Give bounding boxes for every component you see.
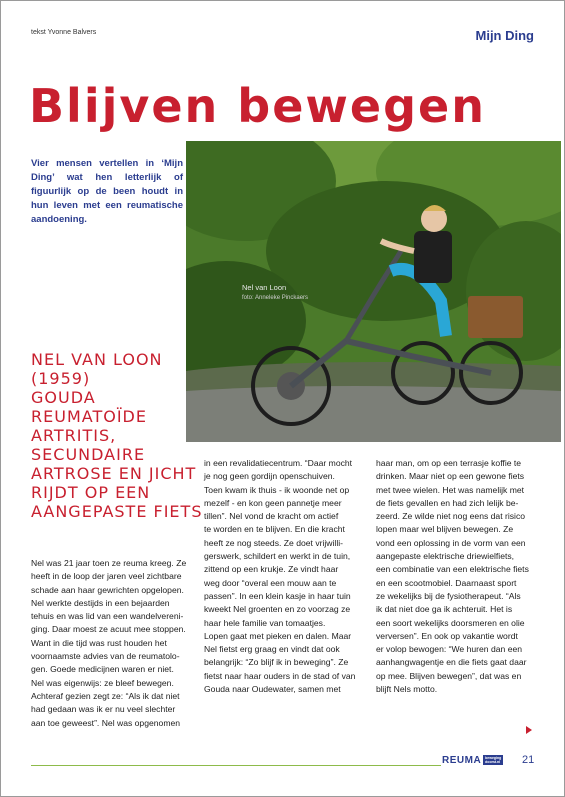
page-number: 21 bbox=[522, 754, 535, 766]
text-line: in een revalidatiecentrum. “Daar mocht bbox=[204, 458, 353, 468]
text-line: fietst naar haar ouders in de stad of van bbox=[204, 670, 356, 681]
text-line: aanhangwagentje en die fiets gaat daar bbox=[376, 657, 527, 668]
text-line: de fiets gevallen en had zich lelijk be- bbox=[376, 497, 519, 508]
text-line: een combinatie van een elektrische fiets bbox=[376, 564, 529, 575]
text-line: kweekt Nel groenten en zo voorzag ze bbox=[204, 604, 351, 615]
text-line: Nel was eigenwijs: ze bleef bewegen. bbox=[31, 677, 174, 688]
text-line: een soort wekelijks doorsmeren en olie bbox=[376, 617, 525, 628]
text-line: haar hele familie van tomaatjes. bbox=[204, 617, 326, 628]
text-line: weg door “overal een mouw aan te bbox=[204, 577, 337, 588]
text-line: voornaamste advies van de reumatolo- bbox=[31, 651, 180, 662]
text-line: Lopen gaat met pieken en dalen. Maar bbox=[204, 630, 352, 641]
text-line: lopen maar wel blijven bewegen. Ze bbox=[376, 524, 514, 535]
photo-caption bbox=[242, 282, 308, 304]
logo-word: REUMA bbox=[442, 754, 482, 766]
text-line: zittend op een krukje. Ze vindt haar bbox=[204, 564, 339, 575]
text-line: heeft in de loop der jaren veel zichtbare bbox=[31, 571, 182, 582]
subhead-line: SECUNDAIRE bbox=[31, 445, 146, 464]
text-line: tehuis en was lid van een wandelvereni- bbox=[31, 611, 184, 622]
text-line: er volop bewogen: “We huren dan een bbox=[376, 644, 523, 655]
text-line: passen”. In een klein kasje in haar tuin bbox=[204, 590, 351, 601]
text-line: vond een oplossing in de vorm van een bbox=[376, 537, 526, 548]
author-credit: tekst Yvonne Balvers bbox=[31, 29, 97, 36]
text-line: had gedaan was ik er nu veel slechter bbox=[31, 704, 176, 715]
subhead-line: GOUDA bbox=[31, 388, 96, 407]
text-line: Nel fietst erg graag en vindt dat ook bbox=[204, 644, 340, 655]
text-line: Want in die tijd was rust houden het bbox=[31, 637, 167, 648]
text-line: met twee wielen. Het was namelijk met bbox=[376, 484, 525, 495]
subhead-line: (1959) bbox=[31, 369, 91, 388]
section-title: Mijn Ding bbox=[475, 28, 534, 43]
text-line: ging. Daar moest ze acuut mee stoppen. bbox=[31, 624, 186, 635]
text-line: blijft Nels motto. bbox=[376, 684, 438, 695]
subhead-line: ARTRITIS, bbox=[31, 426, 117, 445]
subhead-line: RIJDT OP EEN bbox=[31, 483, 151, 502]
text-line: heeft ze nog steeds. Ze doet vrijwilli- bbox=[204, 537, 343, 548]
text-line: en een scootmobiel. Daarnaast sport bbox=[376, 577, 517, 588]
logo-tag-line: doorst.nl bbox=[485, 760, 501, 764]
text-line: ik dat niet doe ga ik achteruit. Het is bbox=[376, 604, 513, 615]
text-line: schade aan haar gewrichten opgelopen. bbox=[31, 584, 184, 595]
subhead-line: AANGEPASTE FIETS bbox=[31, 502, 203, 521]
logo-tag-line: beweging bbox=[485, 756, 502, 760]
text-line: gen. Goede medicijnen waren er niet. bbox=[31, 664, 174, 675]
body-column-2 bbox=[204, 457, 359, 696]
text-line: Nel werkte destijds in een bejaarden bbox=[31, 597, 170, 608]
text-line: op mee. Blijven bewegen”, dat was en bbox=[376, 670, 522, 681]
text-line: Gouda naar Oudewater, samen met bbox=[204, 684, 341, 695]
reuma-logo bbox=[442, 753, 503, 767]
text-line: aangepaste elektrische driewielfiets, bbox=[376, 551, 515, 562]
footer-divider bbox=[31, 765, 441, 766]
subhead-line: REUMATOÏDE bbox=[31, 407, 147, 426]
text-line: belangrijk: “Zo blijf ik in beweging”. Ze bbox=[204, 657, 349, 668]
text-line: aan toe geweest”. Nel was opgenomen bbox=[31, 717, 181, 728]
text-line: Toen kwam ik thuis - ik woonde net op bbox=[204, 484, 350, 495]
text-line: Achteraf gezien zegt ze: “Als ik dat niet bbox=[31, 690, 180, 701]
article-photo bbox=[186, 141, 561, 442]
text-line: mezelf - en kon geen pannetje meer bbox=[204, 497, 342, 508]
subhead-line: ARTROSE EN JICHT bbox=[31, 464, 197, 483]
body-column-3 bbox=[376, 457, 531, 696]
text-line: ze wekelijks bij de fysiotherapeut. “Als bbox=[376, 590, 521, 601]
text-line: je nog geen gordijn openschuiven. bbox=[204, 471, 335, 482]
text-line: Nel was 21 jaar toen ze reuma kreeg. Ze bbox=[31, 558, 187, 568]
logo-tag bbox=[483, 755, 503, 765]
article-headline: Blijven bewegen bbox=[29, 79, 487, 133]
text-line: haar man, om op een terrasje koffie te bbox=[376, 458, 522, 468]
continue-arrow-icon bbox=[526, 726, 532, 734]
caption-name: Nel van Loon bbox=[242, 283, 287, 292]
caption-credit: foto: Anneleke Pinckaers bbox=[242, 295, 309, 301]
text-line: drinken. Maar niet op een gewone fiets bbox=[376, 471, 525, 482]
body-column-1 bbox=[31, 557, 186, 730]
text-line: gerswerk, schildert en werkt in de tuin, bbox=[204, 551, 351, 562]
text-line: zeerd. Ze wilde niet nog eens dat risico bbox=[376, 511, 526, 522]
text-line: te worden en te blijven. En die kracht bbox=[204, 524, 345, 535]
text-line: verversen”. En ook op vakantie wordt bbox=[376, 630, 518, 641]
text-line: tillen”. Nel vond de kracht om actief bbox=[204, 511, 339, 522]
profile-subhead bbox=[31, 350, 203, 521]
subhead-line: NEL VAN LOON bbox=[31, 350, 163, 369]
article-intro: Vier mensen vertellen in ‘Mijn Ding’ wat hen letterlijk of figuurlijk op de been houdt in hun leven met een reumatische aandoening. bbox=[31, 158, 183, 225]
